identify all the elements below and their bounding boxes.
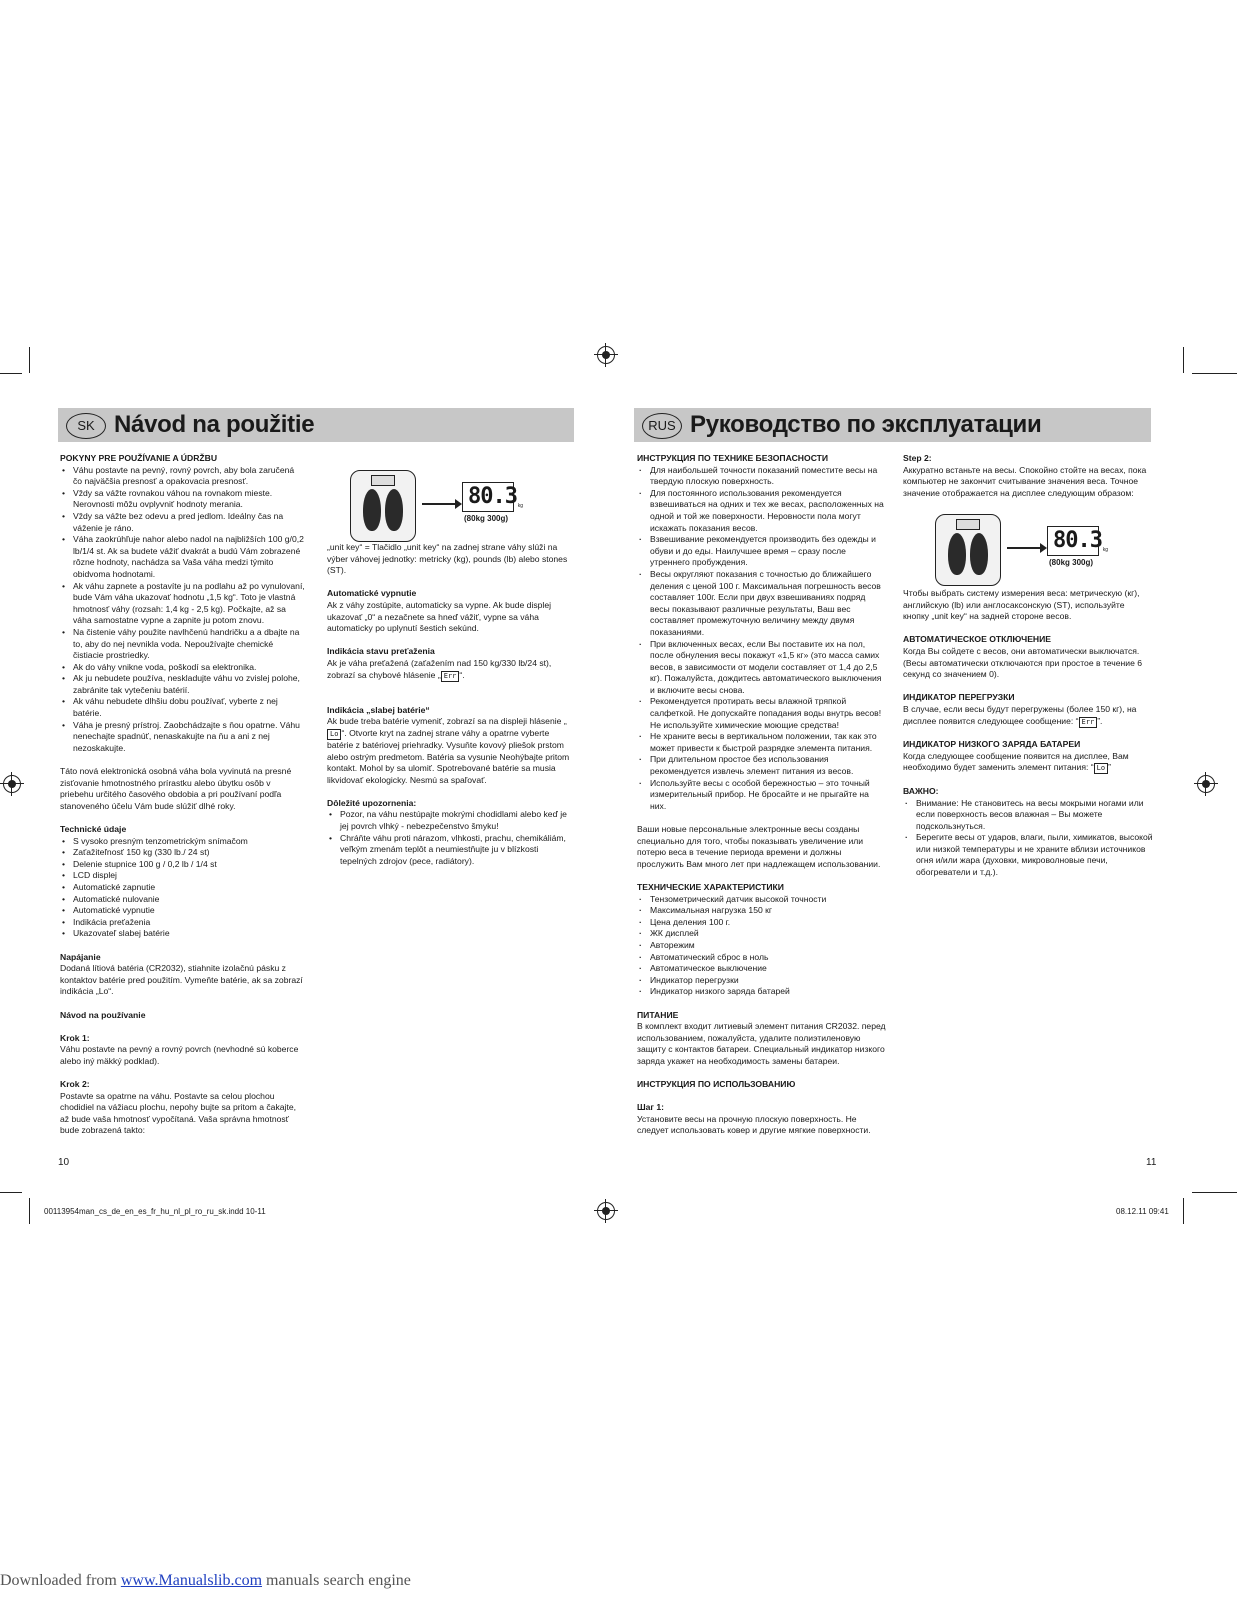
ru-safety-list <box>637 465 887 813</box>
lcd-caption: (80kg 300g) <box>464 514 509 523</box>
sk-overload-text: Ak je váha preťažená (zaťažením nad 150 kg/330 lb/24 st), zobrazí sa chybové hlásenie „ Err “. <box>327 657 552 680</box>
list-item: · Цена деления 100 г. <box>637 917 887 929</box>
sk-usage-heading: Návod na používanie <box>60 1009 146 1020</box>
list-item: · Автоматический сброс в ноль <box>637 952 887 964</box>
list-item: · При длительном простое без использования рекомендуется извлечь элемент питания из весов. <box>637 754 887 777</box>
lo-symbol-icon: Lo <box>327 729 341 740</box>
crop-mark <box>1192 1192 1237 1193</box>
ru-warnings-list <box>903 798 1153 879</box>
list-item: · Индикатор низкого заряда батарей <box>637 986 887 998</box>
ru-safety-heading: ИНСТРУКЦИЯ ПО ТЕХНИКЕ БЕЗОПАСНОСТИ <box>637 453 829 463</box>
err-symbol-icon: Err <box>1079 717 1098 728</box>
list-item: • Váhu postavte na pevný, rovný povrch, aby bola zaručená čo najväčšia presnosť a opakovacia presnosť. <box>60 465 305 488</box>
footer-filename: 00113954man_cs_de_en_es_fr_hu_nl_pl_ro_ru_sk.indd 10-11 <box>44 1207 266 1216</box>
ru-lowbat-text: Когда следующее сообщение появится на дисплее, Вам необходимо будет заменить элемент питания: “ Lo ” <box>903 750 1129 773</box>
list-item: · Индикатор перегрузки <box>637 975 887 987</box>
list-item: · ЖК дисплей <box>637 928 887 940</box>
list-item: · Авторежим <box>637 940 887 952</box>
ru-step2-heading: Step 2: <box>903 453 932 463</box>
list-item: · Берегите весы от ударов, влаги, пыли, химикатов, высокой или низкой температуры и не храните вблизи источников огня и/или жара (духовки, микроволновые печи, обогреватели и т.д.). <box>903 832 1153 878</box>
list-item: · Автоматическое выключение <box>637 963 887 975</box>
registration-mark-icon <box>597 346 615 364</box>
ru-autooff-heading: АВТОМАТИЧЕСКОЕ ОТКЛЮЧЕНИЕ <box>903 634 1052 645</box>
sk-power-text: Dodaná lítiová batéria (CR2032), stiahnite izolačnú pásku z kontaktov batérie pred použitím. Vymeňte batérie, ak sa zobrazí indikácia „Lo“. <box>60 963 303 997</box>
arrow-right-icon <box>1007 547 1045 549</box>
language-badge-sk: SK <box>66 413 106 439</box>
crop-mark <box>0 373 22 374</box>
sk-header-band <box>58 408 574 442</box>
crop-mark <box>1183 1198 1184 1224</box>
scale-illustration <box>935 514 1108 590</box>
list-item: · Используйте весы с особой бережностью – это точный измерительный прибор. Не бросайте и не прыгайте на них. <box>637 778 887 813</box>
sk-tech-list <box>60 836 305 940</box>
list-item: • Ak do váhy vnikne voda, poškodí sa elektronika. <box>60 662 305 674</box>
ru-column-right-top <box>903 453 1153 499</box>
list-item: • Váha je presný prístroj. Zaobchádzajte s ňou opatrne. Váhu nenechajte spadnúť, nenaskakujte na ňu a ani z nej nezoskakujte. <box>60 720 305 755</box>
list-item: · Для наибольшей точности показаний поместите весы на твердую плоскую поверхность. <box>637 465 887 488</box>
list-item: · Для постоянного использования рекомендуется взвешиваться на одних и тех же весах, расположенных на одной и той же поверхности. Неровности пола могут искажать показания весов. <box>637 488 887 534</box>
list-item: · Тензометрический датчик высокой точности <box>637 894 887 906</box>
ru-lowbat-heading: ИНДИКАТОР НИЗКОГО ЗАРЯДА БАТАРЕИ <box>903 739 1081 750</box>
list-item: • LCD displej <box>60 870 305 882</box>
sk-lowbat-text: Ak bude treba batérie vymeniť, zobrazí sa na displeji hlásenie „Lo “. Otvorte kryt na zadnej strane váhy a opatrne vyberte batérie z batériovej priehradky. Vysuňte kovový pliešok prstom alebo ostrým predmetom. Batéria sa vysunie Neohýbajte pritom kontakt. Mohol by sa ulomiť. Spotrebované batérie sa musia likvidovať ekologicky. Nesmú sa spaľovať. <box>327 716 570 785</box>
ru-column-right <box>903 588 1153 879</box>
lcd-unit: kg <box>517 503 523 509</box>
list-item: · Внимание: Не становитесь на весы мокрыми ногами или если поверхность весов влажная – Вы можете подскользнуться. <box>903 798 1153 833</box>
lcd-display <box>1047 526 1108 556</box>
ru-power-heading: ПИТАНИЕ <box>637 1009 679 1020</box>
list-item: • Váha zaokrúhľuje nahor alebo nadol na najbližších 100 g/0,2 lb/1/4 st. Ak sa budete vážiť dvakrát a budú Vám zobrazené rôzne hodnoty, nachádza sa Vaša váha medzi týmito obidvoma hodnotami. <box>60 534 305 580</box>
sk-step1-text: Váhu postavte na pevný a rovný povrch (nevhodné sú koberce alebo iný mäkký podklad). <box>60 1044 299 1066</box>
scale-illustration <box>350 470 523 546</box>
sk-warnings-heading: Dôležité upozornenia: <box>327 797 417 808</box>
list-item: • Zaťažiteľnosť 150 kg (330 lb./ 24 st) <box>60 847 305 859</box>
lcd-unit: kg <box>1102 547 1108 553</box>
list-item: • Na čistenie váhy použite navlhčenú handričku a a dbajte na to, aby do nej nevnikla voda. Nepoužívajte chemické čistiacie prostriedky. <box>60 627 305 662</box>
ru-usage-heading: ИНСТРУКЦИЯ ПО ИСПОЛЬЗОВАНИЮ <box>637 1079 796 1090</box>
page-title-ru: Руководство по эксплуатации <box>690 411 1042 438</box>
footer-date: 08.12.11 09:41 <box>1116 1207 1169 1216</box>
sk-power-heading: Napájanie <box>60 951 101 962</box>
crop-mark <box>29 347 30 373</box>
list-item: · Максимальная нагрузка 150 кг <box>637 905 887 917</box>
crop-mark <box>29 1198 30 1224</box>
sk-safety-heading: POKYNY PRE POUŽÍVANIE A ÚDRŽBU <box>60 453 218 463</box>
list-item: • Delenie stupnice 100 g / 0,2 lb / 1/4 st <box>60 859 305 871</box>
sk-step2-heading: Krok 2: <box>60 1079 90 1090</box>
sk-column-right <box>327 542 575 867</box>
sk-lowbat-heading: Indikácia „slabej batérie“ <box>327 704 430 715</box>
lcd-caption: (80kg 300g) <box>1049 558 1094 567</box>
crop-mark <box>1183 347 1184 373</box>
page-number-right: 11 <box>1146 1157 1157 1168</box>
lcd-reading: 80.3 <box>1053 528 1102 553</box>
sk-tech-heading: Technické údaje <box>60 824 127 834</box>
list-item: • Vždy sa vážte bez odevu a pred jedlom. Ideálny čas na váženie je ráno. <box>60 511 305 534</box>
list-item: • Automatické zapnutie <box>60 882 305 894</box>
sk-autooff-heading: Automatické vypnutie <box>327 588 417 599</box>
list-item: · Взвешивание рекомендуется производить без одежды и обуви и до еды. Наилучшее время – сразу после утреннего пробуждения. <box>637 534 887 569</box>
crop-mark <box>1192 373 1237 374</box>
list-item: • Chráňte váhu proti nárazom, vlhkosti, prachu, chemikáliám, veľkým zmenám teplôt a neumiestňujte ju v blízkosti tepelných zdrojov (pece, radiátory). <box>327 833 575 868</box>
list-item: • Ak váhu nebudete dlhšiu dobu používať, vyberte z nej batérie. <box>60 696 305 719</box>
registration-mark-icon <box>1197 775 1215 793</box>
ru-power-text: В комплект входит литиевый элемент питания CR2032. перед использованием, пожалуйста, удалите полиэтиленовую защиту с контактов батареи. Специальный индикатор низкого заряда укажет на необходимость замены батареи. <box>637 1021 886 1066</box>
page-title-sk: Návod na použitie <box>114 411 315 438</box>
ru-overload-heading: ИНДИКАТОР ПЕРЕГРУЗКИ <box>903 692 1015 703</box>
language-badge-ru: RUS <box>642 413 682 439</box>
list-item: • Vždy sa vážte rovnakou váhou na rovnakom mieste. Nerovnosti môžu ovplyvniť hodnoty merania. <box>60 488 305 511</box>
sk-step2-text: Postavte sa opatrne na váhu. Postavte sa celou plochou chodidiel na vážiacu plochu, nepohy bujte sa pritom a čakajte, až bude vaša hmotnosť vypočítaná. Vaša správna hmotnosť bude zobrazená takto: <box>60 1090 296 1136</box>
registration-mark-icon <box>597 1202 615 1220</box>
list-item: • Indikácia preťaženia <box>60 917 305 929</box>
ru-step1-heading: Шаг 1: <box>637 1102 665 1113</box>
lo-symbol-icon: Lo <box>1094 763 1108 774</box>
ru-column-left <box>637 453 887 1137</box>
lcd-reading: 80.3 <box>468 484 517 509</box>
bathroom-scale-icon <box>350 470 416 542</box>
ru-unitkey-text: Чтобы выбрать систему измерения веса: метрическую (кг), английскую (lb) или англосаксонскую (ST), используйте кнопку „unit key“ на задней стороне весов. <box>903 588 1140 622</box>
sk-step1-heading: Krok 1: <box>60 1032 90 1043</box>
list-item: · Весы округляют показания с точностью до ближайшего деления с ценой 100 г. Максимальная погрешность весов составляет 100г. Если при двух взвешиваниях подряд весы показывают различные результаты, Ваш вес составляет промежуточную величину между двумя показаниями. <box>637 569 887 639</box>
list-item: • Pozor, na váhu nestúpajte mokrými chodidlami alebo keď je jej povrch vlhký - nebezpečenstvo šmyku! <box>327 809 575 832</box>
ru-intro-paragraph: Ваши новые персональные электронные весы созданы специально для того, чтобы показывать увеличение или потерю веса в течение периода времени и должны прослужить Вам много лет при надлежащем использовании. <box>637 824 881 869</box>
ru-header-band <box>634 408 1151 442</box>
manualslib-link[interactable]: www.Manualslib.com <box>120 1572 263 1589</box>
sk-safety-list <box>60 465 305 755</box>
list-item: · Рекомендуется протирать весы влажной тряпкой салфеткой. Не допускайте попадания воды внутрь весов! Не используйте химические моющие средства! <box>637 696 887 731</box>
ru-overload-text: В случае, если весы будут перегружены (более 150 кг), на дисплее появится следующее сообщение: “ Err ”. <box>903 703 1137 726</box>
sk-column-left <box>60 453 305 1137</box>
page-number-left: 10 <box>58 1157 70 1168</box>
registration-mark-icon <box>3 775 21 793</box>
list-item: • S vysoko presným tenzometrickým snímačom <box>60 836 305 848</box>
ru-tech-list <box>637 894 887 998</box>
ru-step1-text: Установите весы на прочную плоскую поверхность. Не следует использовать ковер и другие мягкие поверхности. <box>637 1113 871 1136</box>
list-item: · Не храните весы в вертикальном положении, так как это может привести к быстрой разрядке элемента питания. <box>637 731 887 754</box>
sk-intro-paragraph: Táto nová elektronická osobná váha bola vyvinutá na presné zisťovanie hmotnostného prírastku alebo úbytku osôb v priebehu určitého časového obdobia a pri používaní podľa stanoveného účelu Vám bude slúžiť dlhé roky. <box>60 766 292 811</box>
sk-overload-heading: Indikácia stavu preťaženia <box>327 646 435 657</box>
list-item: • Ak váhu zapnete a postavíte ju na podlahu až po vynulovaní, bude Vám váha ukazovať hodnotu „1,5 kg“. Toto je vlastná hmotnosť váhy (rozsah: 1,4 kg - 2,5 kg). Počkajte, až sa váha samostatne vypne a zapnite ju potom znovu. <box>60 581 305 627</box>
bathroom-scale-icon <box>935 514 1001 586</box>
list-item: • Ukazovateľ slabej batérie <box>60 928 305 940</box>
list-item: • Ak ju nebudete používa, neskladujte váhu vo zvislej polohe, zabránite tak vytečeniu batérií. <box>60 673 305 696</box>
lcd-display <box>462 482 523 512</box>
sk-autooff-text: Ak z váhy zostúpite, automaticky sa vypne. Ak bude displej ukazovať „0“ a nezačnete sa hneď vážiť, vypne sa váha automaticky po uplynutí šestich sekúnd. <box>327 599 552 634</box>
list-item: · При включенных весах, если Вы поставите их на пол, после обнуления весы покажут «1,5 кг» (это масса самих весов, в зависимости от модели составляет от 1,4 до 2,5 кг). Пожалуйста, дождитесь автоматического выключения и включите весы снова. <box>637 639 887 697</box>
list-item: • Automatické vypnutie <box>60 905 305 917</box>
ru-autooff-text: Когда Вы сойдете с весов, они автоматически выключатся. (Весы автоматически отключаются при простое в течение 6 секунд со значением 0). <box>903 645 1143 680</box>
sk-unitkey-text: „unit key“ = Tlačidlo „unit key“ na zadnej strane váhy slúži na výber váhovej jednotky: metricky (kg), pounds (lb) alebo stones (ST). <box>327 542 568 576</box>
list-item: • Automatické nulovanie <box>60 894 305 906</box>
ru-step2-text: Аккуратно встаньте на весы. Спокойно стойте на весах, пока компьютер не закончит считывание значения веса. Точное значение отображается на дисплее следующим образом: <box>903 464 1147 498</box>
download-banner: Downloaded from www.Manualslib.com manuals search engine <box>0 1572 411 1589</box>
arrow-right-icon <box>422 503 460 505</box>
ru-warnings-heading: ВАЖНО: <box>903 785 939 796</box>
sk-warnings-list <box>327 809 575 867</box>
crop-mark <box>0 1192 22 1193</box>
ru-tech-heading: ТЕХНИЧЕСКИЕ ХАРАКТЕРИСТИКИ <box>637 881 784 892</box>
err-symbol-icon: Err <box>441 671 460 682</box>
